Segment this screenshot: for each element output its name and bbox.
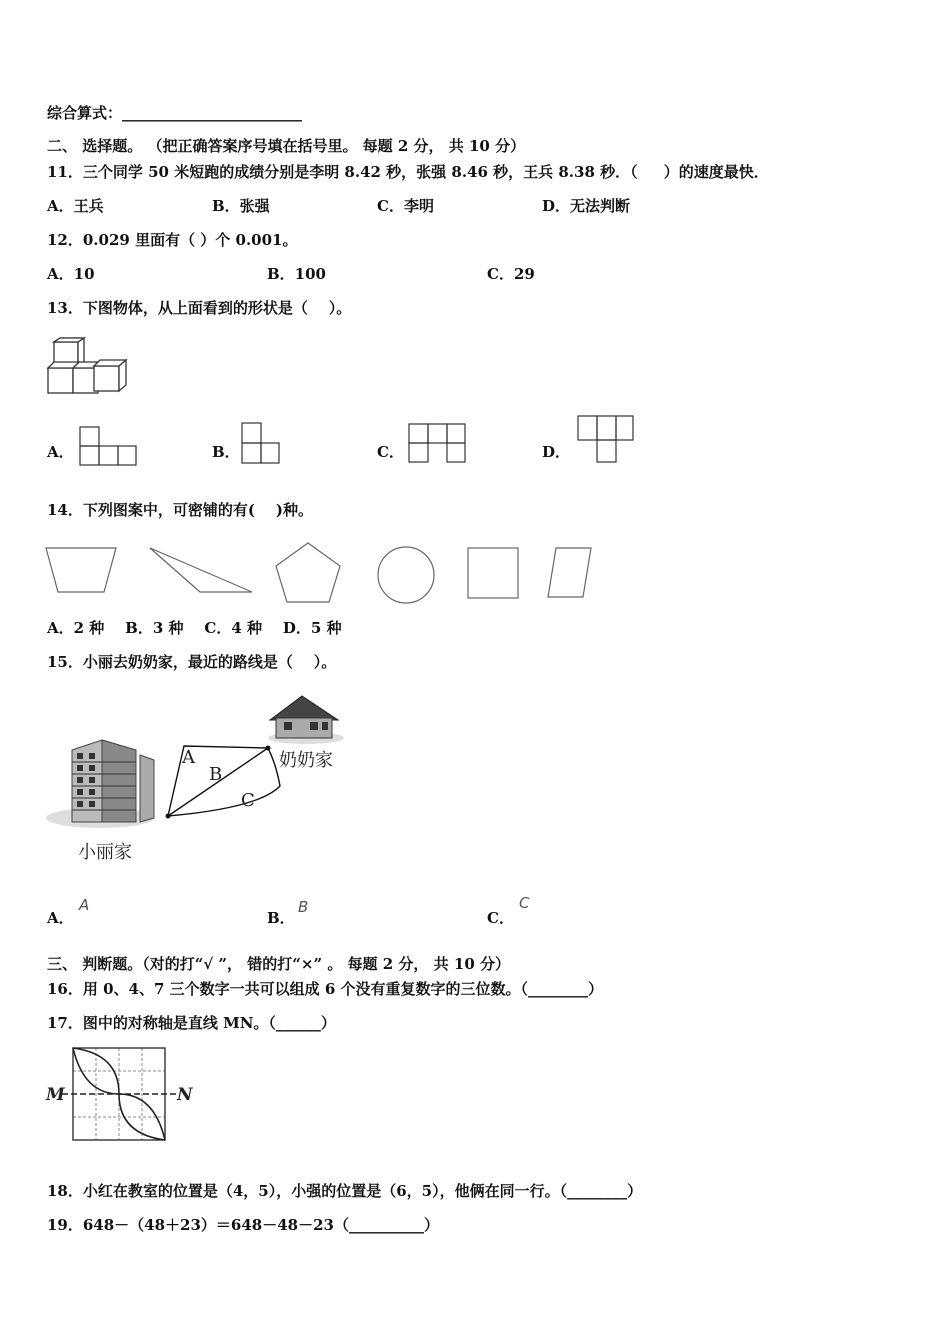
q13-option-d[interactable]: D． bbox=[542, 443, 571, 461]
axis-label-n: N bbox=[177, 1085, 193, 1105]
circle-shape bbox=[378, 547, 434, 603]
question-18: 18．小红在教室的位置是（4，5），小强的位置是（6，5），他俩在同一行。（________） bbox=[47, 1182, 643, 1200]
house-icon bbox=[268, 696, 344, 744]
axis-label-m: M bbox=[46, 1085, 65, 1105]
question-13: 13．下图物体，从上面看到的形状是（ ）。 bbox=[47, 299, 352, 317]
symmetry-grid-figure bbox=[44, 1044, 194, 1144]
q15-option-b-letter: B bbox=[298, 898, 309, 916]
parallelogram-shape bbox=[548, 548, 591, 597]
q15-option-a-letter: A bbox=[79, 896, 90, 914]
question-16: 16．用 0、4、7 三个数字一共可以组成 6 个没有重复数字的三位数。（________） bbox=[47, 980, 604, 998]
q14-options: A．2 种 B．3 种 C．4 种 D．5 种 bbox=[47, 619, 342, 637]
route-label-a: A bbox=[182, 747, 195, 768]
q12-option-b[interactable]: B．100 bbox=[267, 265, 326, 283]
q15-option-c[interactable]: C． bbox=[487, 909, 514, 927]
q13-option-a[interactable]: A． bbox=[47, 443, 74, 461]
question-11: 11．三个同学 50 米短跑的成绩分别是李明 8.42 秒，张强 8.46 秒，王兵 8.38 秒．（ ）的速度最快． bbox=[47, 163, 769, 181]
q13-shape-c bbox=[407, 422, 467, 465]
tessellation-shapes-figure bbox=[40, 540, 600, 606]
question-12: 12．0.029 里面有（ ）个 0.001。 bbox=[47, 231, 298, 249]
q12-option-a[interactable]: A．10 bbox=[47, 265, 95, 283]
section-2-heading: 二、 选择题。 （把正确答案序号填在括号里。 每题 2 分， 共 10 分） bbox=[47, 137, 526, 155]
route-map-figure bbox=[44, 690, 364, 870]
question-17: 17．图中的对称轴是直线 MN。（______） bbox=[47, 1014, 336, 1032]
question-15: 15．小丽去奶奶家，最近的路线是（ ）。 bbox=[47, 653, 337, 671]
combined-formula-line: 综合算式：________________________ bbox=[47, 104, 303, 122]
route-label-c: C bbox=[241, 790, 255, 811]
q15-option-a[interactable]: A． bbox=[47, 909, 74, 927]
q11-option-a[interactable]: A．王兵 bbox=[47, 197, 104, 215]
pentagon-shape bbox=[276, 543, 340, 602]
q11-option-c[interactable]: C．李明 bbox=[377, 197, 434, 215]
q12-option-c[interactable]: C．29 bbox=[487, 265, 535, 283]
q13-option-c[interactable]: C． bbox=[377, 443, 404, 461]
q13-shape-b bbox=[240, 421, 282, 465]
question-14: 14．下列图案中，可密铺的有( )种。 bbox=[47, 501, 313, 519]
square-shape bbox=[468, 548, 518, 598]
route-label-b: B bbox=[209, 764, 223, 785]
q13-shape-a bbox=[78, 425, 138, 467]
cube-stack-figure bbox=[46, 335, 132, 397]
xiaoli-home-label: 小丽家 bbox=[78, 842, 132, 863]
q11-option-b[interactable]: B．张强 bbox=[212, 197, 270, 215]
grandma-home-label: 奶奶家 bbox=[279, 750, 333, 771]
section-3-heading: 三、 判断题。（对的打“√ ”， 错的打“×” 。 每题 2 分， 共 10 分） bbox=[47, 955, 510, 973]
trapezoid-shape bbox=[46, 548, 116, 592]
question-19: 19．648－（48＋23）＝648－48－23（__________） bbox=[47, 1216, 439, 1234]
q15-option-c-letter: C bbox=[519, 894, 530, 912]
q11-option-d[interactable]: D．无法判断 bbox=[542, 197, 631, 215]
triangle-shape bbox=[150, 548, 252, 592]
apartment-building-icon bbox=[46, 740, 154, 828]
q15-option-b[interactable]: B． bbox=[267, 909, 295, 927]
q13-option-b[interactable]: B． bbox=[212, 443, 240, 461]
q13-shape-d bbox=[576, 414, 636, 464]
